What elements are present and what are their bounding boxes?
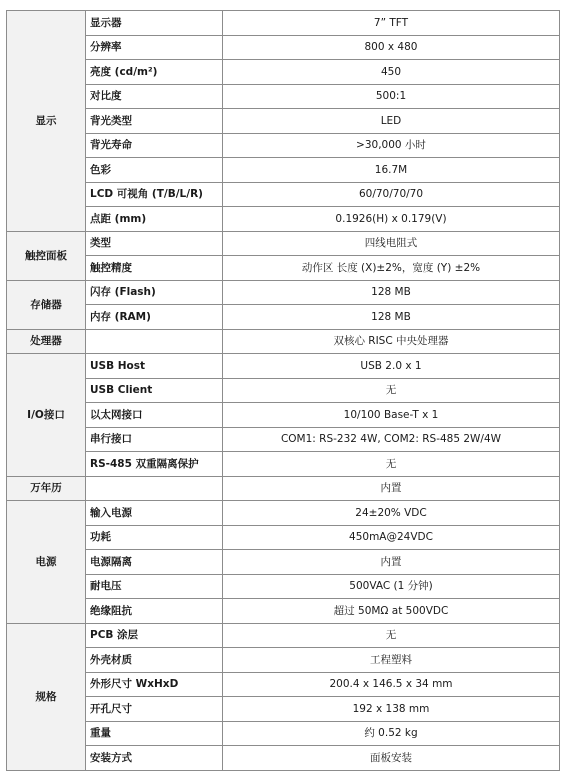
spec-row bbox=[7, 182, 560, 207]
spec-value: 450 bbox=[223, 60, 560, 85]
spec-label: 串行接口 bbox=[86, 427, 223, 452]
spec-label: 电源隔离 bbox=[86, 550, 223, 575]
spec-label: USB Host bbox=[86, 354, 223, 379]
spec-row bbox=[7, 329, 560, 354]
spec-row bbox=[7, 35, 560, 60]
spec-value: 工程塑料 bbox=[223, 648, 560, 673]
spec-label: 触控精度 bbox=[86, 256, 223, 281]
spec-value: COM1: RS-232 4W, COM2: RS-485 2W/4W bbox=[223, 427, 560, 452]
category-cell: 规格 bbox=[7, 623, 86, 770]
spec-value: 面板安装 bbox=[223, 746, 560, 771]
spec-value: 16.7M bbox=[223, 158, 560, 183]
spec-label bbox=[86, 476, 223, 501]
category-cell: I/O接口 bbox=[7, 354, 86, 477]
spec-row bbox=[7, 427, 560, 452]
spec-row bbox=[7, 501, 560, 526]
spec-value: 无 bbox=[223, 452, 560, 477]
spec-value: 60/70/70/70 bbox=[223, 182, 560, 207]
category-cell: 处理器 bbox=[7, 329, 86, 354]
spec-value: 128 MB bbox=[223, 280, 560, 305]
spec-value: 450mA@24VDC bbox=[223, 525, 560, 550]
spec-label: 耐电压 bbox=[86, 574, 223, 599]
spec-value: 内置 bbox=[223, 476, 560, 501]
spec-label: 开孔尺寸 bbox=[86, 697, 223, 722]
spec-row bbox=[7, 84, 560, 109]
spec-value: 内置 bbox=[223, 550, 560, 575]
specifications-table bbox=[6, 10, 560, 771]
spec-label: 重量 bbox=[86, 721, 223, 746]
spec-row bbox=[7, 207, 560, 232]
spec-label: 类型 bbox=[86, 231, 223, 256]
spec-row bbox=[7, 550, 560, 575]
specifications-table-body bbox=[7, 11, 560, 771]
spec-value: 200.4 x 146.5 x 34 mm bbox=[223, 672, 560, 697]
spec-label: RS-485 双重隔离保护 bbox=[86, 452, 223, 477]
spec-row bbox=[7, 672, 560, 697]
spec-row bbox=[7, 648, 560, 673]
spec-label: 外形尺寸 WxHxD bbox=[86, 672, 223, 697]
spec-label: 显示器 bbox=[86, 11, 223, 36]
spec-label: LCD 可视角 (T/B/L/R) bbox=[86, 182, 223, 207]
spec-row bbox=[7, 525, 560, 550]
spec-row bbox=[7, 280, 560, 305]
spec-label: 对比度 bbox=[86, 84, 223, 109]
category-cell: 显示 bbox=[7, 11, 86, 232]
spec-row bbox=[7, 256, 560, 281]
spec-value: 10/100 Base-T x 1 bbox=[223, 403, 560, 428]
spec-value: 500VAC (1 分钟) bbox=[223, 574, 560, 599]
spec-label: 闪存 (Flash) bbox=[86, 280, 223, 305]
spec-label: 分辨率 bbox=[86, 35, 223, 60]
spec-value: 动作区 长度 (X)±2%，宽度 (Y) ±2% bbox=[223, 256, 560, 281]
spec-row bbox=[7, 231, 560, 256]
spec-row bbox=[7, 378, 560, 403]
spec-row bbox=[7, 476, 560, 501]
spec-label: 外壳材质 bbox=[86, 648, 223, 673]
spec-label: 功耗 bbox=[86, 525, 223, 550]
spec-value: 7” TFT bbox=[223, 11, 560, 36]
spec-row bbox=[7, 109, 560, 134]
spec-label: 色彩 bbox=[86, 158, 223, 183]
spec-row bbox=[7, 60, 560, 85]
spec-value: LED bbox=[223, 109, 560, 134]
spec-label: 内存 (RAM) bbox=[86, 305, 223, 330]
category-cell: 触控面板 bbox=[7, 231, 86, 280]
spec-value: 192 x 138 mm bbox=[223, 697, 560, 722]
spec-row bbox=[7, 305, 560, 330]
spec-row bbox=[7, 11, 560, 36]
spec-label: 安装方式 bbox=[86, 746, 223, 771]
spec-label: USB Client bbox=[86, 378, 223, 403]
spec-label: 绝缘阻抗 bbox=[86, 599, 223, 624]
category-cell: 存储器 bbox=[7, 280, 86, 329]
spec-label: 点距 (mm) bbox=[86, 207, 223, 232]
spec-value: 无 bbox=[223, 378, 560, 403]
spec-row bbox=[7, 354, 560, 379]
spec-row bbox=[7, 133, 560, 158]
spec-value: 无 bbox=[223, 623, 560, 648]
spec-row bbox=[7, 452, 560, 477]
spec-row bbox=[7, 623, 560, 648]
spec-value: USB 2.0 x 1 bbox=[223, 354, 560, 379]
spec-label: 以太网接口 bbox=[86, 403, 223, 428]
spec-label: 亮度 (cd/m²) bbox=[86, 60, 223, 85]
spec-value: 500:1 bbox=[223, 84, 560, 109]
spec-value: 24±20% VDC bbox=[223, 501, 560, 526]
spec-value: 双核心 RISC 中央处理器 bbox=[223, 329, 560, 354]
spec-row bbox=[7, 158, 560, 183]
spec-value: 800 x 480 bbox=[223, 35, 560, 60]
spec-row bbox=[7, 721, 560, 746]
spec-label: 输入电源 bbox=[86, 501, 223, 526]
spec-row bbox=[7, 746, 560, 771]
spec-value: 超过 50MΩ at 500VDC bbox=[223, 599, 560, 624]
spec-row bbox=[7, 599, 560, 624]
category-cell: 万年历 bbox=[7, 476, 86, 501]
spec-label: PCB 涂层 bbox=[86, 623, 223, 648]
spec-value: 0.1926(H) x 0.179(V) bbox=[223, 207, 560, 232]
spec-row bbox=[7, 574, 560, 599]
spec-value: 四线电阻式 bbox=[223, 231, 560, 256]
spec-value: >30,000 小时 bbox=[223, 133, 560, 158]
category-cell: 电源 bbox=[7, 501, 86, 624]
spec-label: 背光类型 bbox=[86, 109, 223, 134]
spec-label: 背光寿命 bbox=[86, 133, 223, 158]
spec-label bbox=[86, 329, 223, 354]
spec-value: 约 0.52 kg bbox=[223, 721, 560, 746]
spec-row bbox=[7, 403, 560, 428]
spec-value: 128 MB bbox=[223, 305, 560, 330]
spec-row bbox=[7, 697, 560, 722]
